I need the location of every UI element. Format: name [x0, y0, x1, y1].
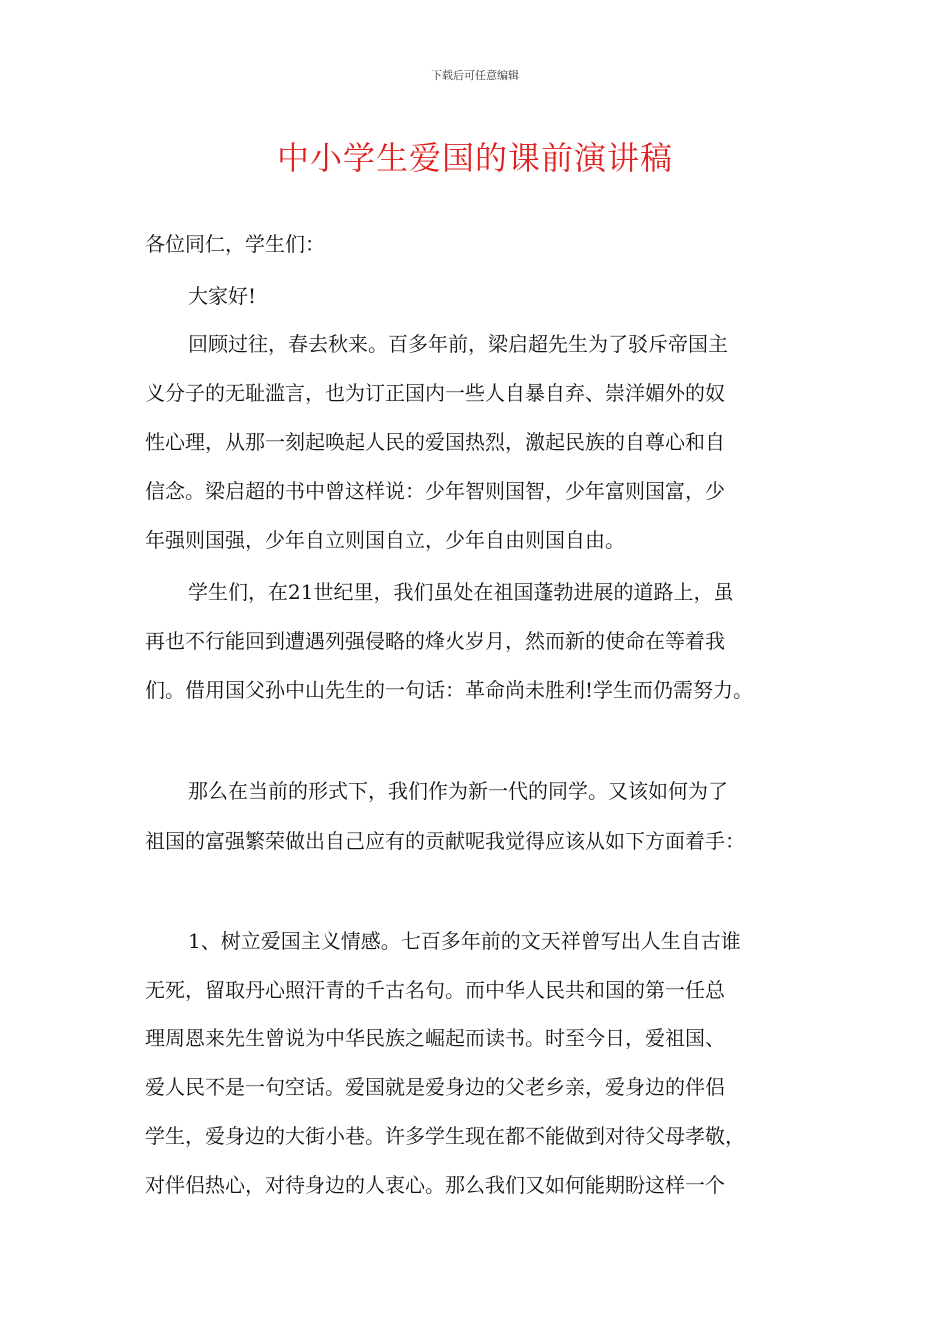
paragraph-line: 无死，留取丹心照汗青的千古名句。而中华人民共和国的第一任总 — [145, 978, 725, 1002]
paragraph-line: 学生们，在21世纪里，我们虽处在祖国蓬勃进展的道路上，虽 — [188, 580, 734, 604]
document-title: 中小学生爱国的课前演讲稿 — [276, 139, 673, 177]
salutation-line: 各位同仁，学生们： — [145, 232, 325, 256]
paragraph-line: 性心理，从那一刻起唤起人民的爱国热烈，激起民族的自尊心和自 — [145, 430, 725, 454]
paragraph-line: 祖国的富强繁荣做出自己应有的贡献呢我觉得应该从如下方面着手： — [145, 829, 745, 853]
paragraph-line: 再也不行能回到遭遇列强侵略的烽火岁月，然而新的使命在等着我 — [145, 629, 725, 653]
paragraph-line: 学生，爱身边的大街小巷。许多学生现在都不能做到对待父母孝敬， — [145, 1124, 745, 1148]
paragraph-line: 们。借用国父孙中山先生的一句话：革命尚未胜利!学生而仍需努力。 — [145, 678, 754, 702]
paragraph-line: 年强则国强，少年自立则国自立，少年自由则国自由。 — [145, 528, 625, 552]
page-header-note: 下载后可任意编辑 — [431, 69, 519, 82]
paragraph-line: 对伴侣热心，对待身边的人衷心。那么我们又如何能期盼这样一个 — [145, 1173, 725, 1197]
paragraph-line: 义分子的无耻滥言，也为订正国内一些人自暴自弃、崇洋媚外的奴 — [145, 381, 725, 405]
paragraph-line: 理周恩来先生曾说为中华民族之崛起而读书。时至今日，爱祖国、 — [145, 1026, 725, 1050]
paragraph-line: 1、树立爱国主义情感。七百多年前的文天祥曾写出人生自古谁 — [188, 929, 741, 953]
greeting-line: 大家好! — [188, 284, 257, 308]
paragraph-line: 爱人民不是一句空话。爱国就是爱身边的父老乡亲，爱身边的伴侣 — [145, 1075, 725, 1099]
paragraph-line: 回顾过往，春去秋来。百多年前，梁启超先生为了驳斥帝国主 — [188, 332, 728, 356]
paragraph-line: 信念。梁启超的书中曾这样说：少年智则国智，少年富则国富，少 — [145, 479, 725, 503]
paragraph-line: 那么在当前的形式下，我们作为新一代的同学。又该如何为了 — [188, 779, 728, 803]
